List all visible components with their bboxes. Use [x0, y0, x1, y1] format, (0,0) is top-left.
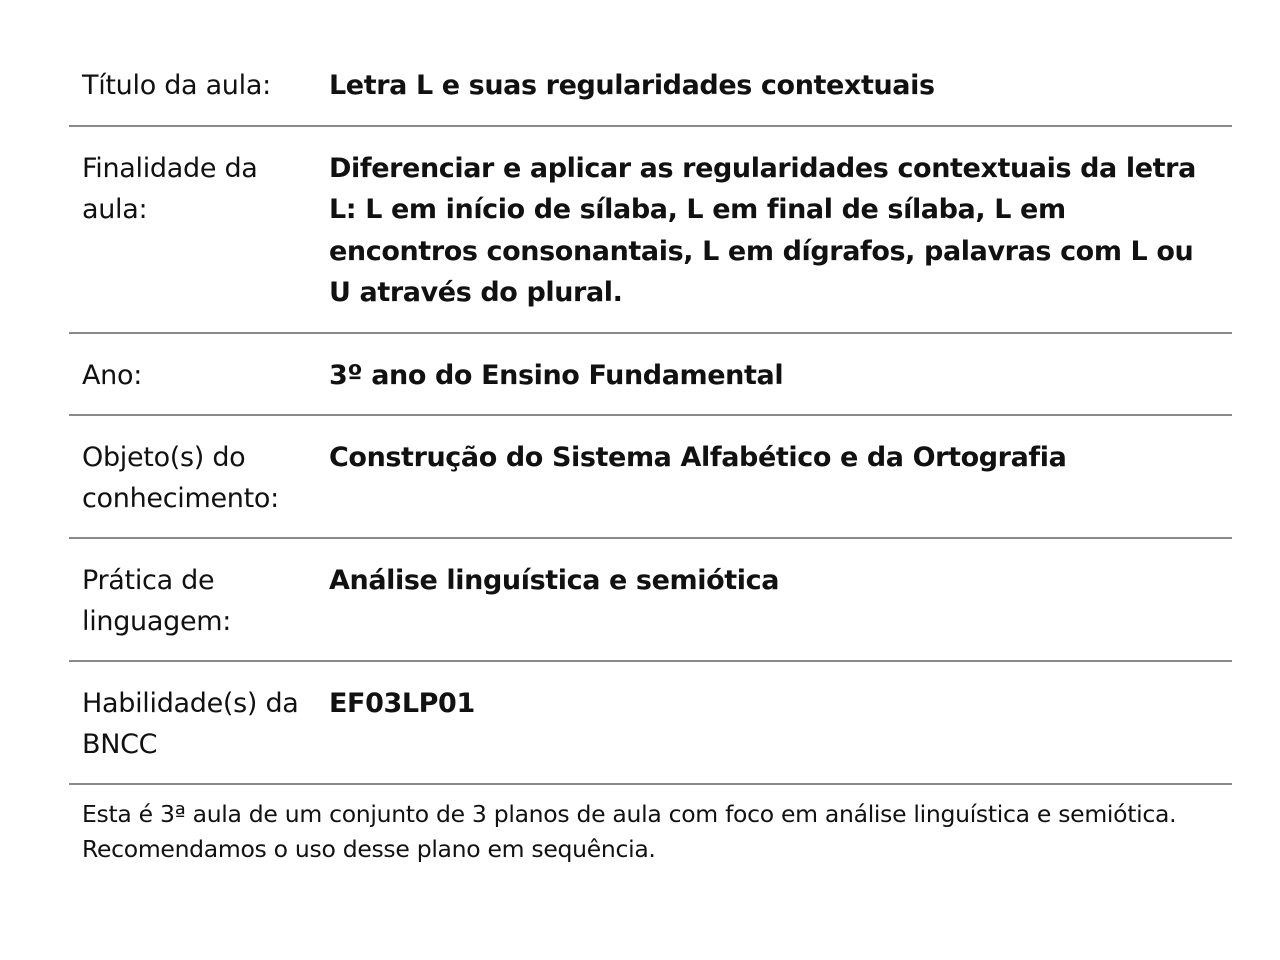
- school-year-value: 3º ano do Ensino Fundamental: [329, 359, 784, 391]
- bncc-skills-label: Habilidade(s) da BNCC: [82, 688, 299, 760]
- row-lesson-title: [69, 44, 1232, 127]
- row-bncc-skills: [69, 662, 1232, 785]
- language-practice-label: Prática de linguagem:: [82, 565, 232, 637]
- row-lesson-purpose: [69, 127, 1232, 334]
- row-school-year: [69, 334, 1232, 417]
- sequence-note: Esta é 3ª aula de um conjunto de 3 planos de aula com foco em análise linguística e semiótica. Recomendamos o uso desse plano em sequência.: [82, 800, 1177, 863]
- bncc-skills-value: EF03LP01: [329, 688, 475, 719]
- knowledge-object-label: Objeto(s) do conhecimento:: [82, 442, 279, 514]
- row-language-practice: [69, 539, 1232, 662]
- school-year-label: Ano:: [82, 359, 142, 391]
- lesson-title-label: Título da aula:: [82, 70, 271, 101]
- row-knowledge-object: [69, 416, 1232, 539]
- lesson-purpose-value: Diferenciar e aplicar as regularidades contextuais da letra L: L em início de sílaba, L em final de sílaba, L em encontros consonantais, L em dígrafos, palavras com L ou U através do plural.: [329, 152, 1196, 308]
- knowledge-object-value: Construção do Sistema Alfabético e da Ortografia: [329, 442, 1067, 473]
- lesson-plan-table: [69, 44, 1232, 867]
- lesson-purpose-label: Finalidade da aula:: [82, 152, 258, 225]
- language-practice-value: Análise linguística e semiótica: [329, 565, 780, 596]
- lesson-title-value: Letra L e suas regularidades contextuais: [329, 70, 935, 101]
